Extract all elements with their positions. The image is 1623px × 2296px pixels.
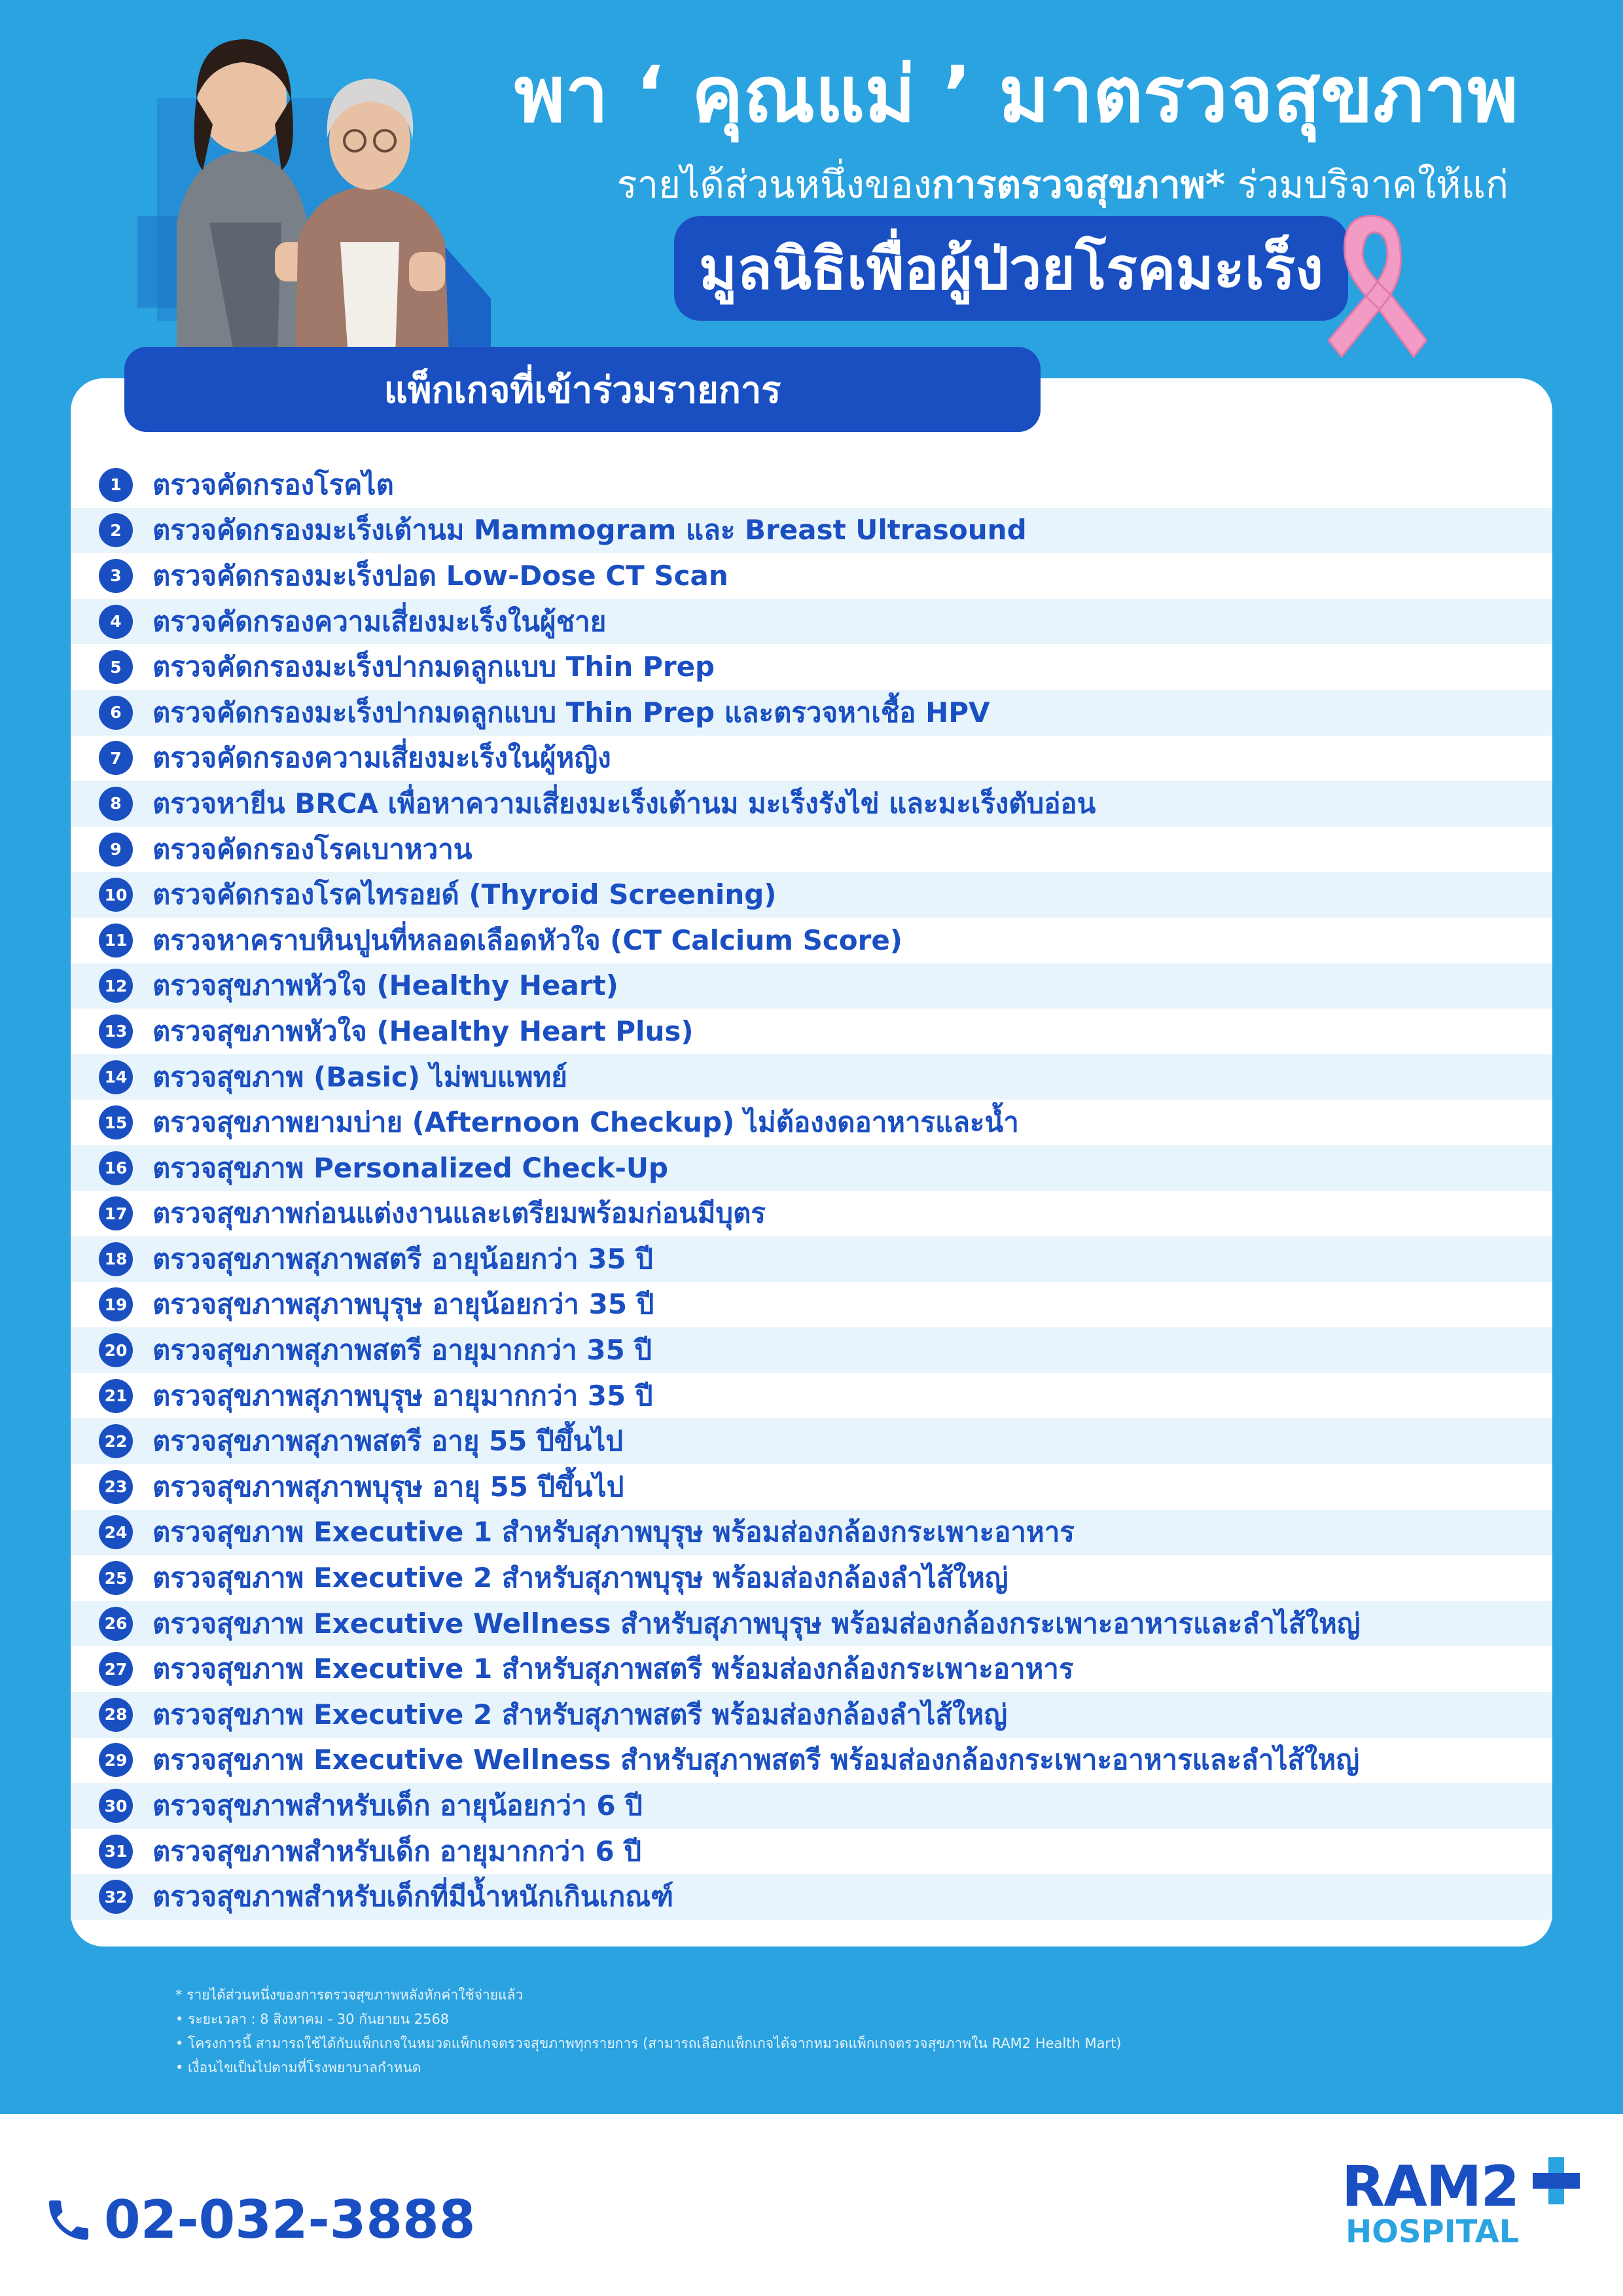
- package-number-badge: 17: [99, 1196, 133, 1230]
- package-label: ตรวจสุขภาพ Executive Wellness สำหรับสุภาพบุรุษ พร้อมส่องกล้องกระเพาะอาหารและลำไส้ใหญ่: [152, 1607, 1361, 1640]
- phone-icon: [43, 2194, 95, 2246]
- logo-sub: HOSPITAL: [1346, 2214, 1520, 2250]
- package-row: [71, 644, 1552, 690]
- package-row: [71, 1145, 1552, 1191]
- package-row: [71, 872, 1552, 918]
- package-label: ตรวจสุขภาพ (Basic) ไม่พบแพทย์: [152, 1060, 567, 1093]
- package-row: [71, 1829, 1552, 1874]
- phone-number: 02-032-3888: [104, 2189, 476, 2250]
- contact-phone[interactable]: [43, 2189, 475, 2250]
- package-label: ตรวจสุขภาพหัวใจ (Healthy Heart): [152, 969, 618, 1002]
- hospital-logo: [1342, 2154, 1584, 2257]
- package-number-badge: 29: [99, 1743, 133, 1777]
- package-row: [71, 508, 1552, 554]
- package-number-badge: 11: [99, 924, 133, 958]
- package-number-badge: 5: [99, 650, 133, 684]
- package-label: ตรวจสุขภาพ Executive Wellness สำหรับสุภาพสตรี พร้อมส่องกล้องกระเพาะอาหารและลำไส้ใหญ่: [152, 1744, 1360, 1776]
- package-number-badge: 20: [99, 1333, 133, 1367]
- package-row: [71, 599, 1552, 645]
- package-row: [71, 1601, 1552, 1647]
- package-label: ตรวจสุขภาพสุภาพสตรี อายุน้อยกว่า 35 ปี: [152, 1242, 653, 1275]
- package-row: [71, 1009, 1552, 1054]
- package-label: ตรวจสุขภาพ Executive 2 สำหรับสุภาพสตรี พร้อมส่องกล้องลำไส้ใหญ่: [152, 1698, 1008, 1731]
- package-row: [71, 781, 1552, 827]
- subheadline: [497, 162, 1508, 208]
- package-number-badge: 15: [99, 1105, 133, 1139]
- package-row: [71, 1646, 1552, 1692]
- package-row: [71, 918, 1552, 963]
- logo-name: RAM2: [1342, 2154, 1519, 2219]
- footnote-4: • เงื่อนไขเป็นไปตามที่โรงพยาบาลกำหนด: [175, 2060, 421, 2075]
- plus-cross-icon: [1530, 2155, 1582, 2207]
- package-number-badge: 1: [99, 468, 133, 502]
- package-row: [71, 1783, 1552, 1829]
- package-row: [71, 736, 1552, 781]
- package-row: [71, 1282, 1552, 1328]
- package-label: ตรวจคัดกรองมะเร็งปอด Low-Dose CT Scan: [152, 559, 728, 592]
- package-label: ตรวจสุขภาพ Executive 2 สำหรับสุภาพบุรุษ พร้อมส่องกล้องลำไส้ใหญ่: [152, 1562, 1008, 1594]
- package-number-badge: 21: [99, 1379, 133, 1413]
- package-label: ตรวจสุขภาพสำหรับเด็ก อายุมากกว่า 6 ปี: [152, 1835, 641, 1867]
- package-label: ตรวจสุขภาพ Personalized Check-Up: [152, 1151, 669, 1184]
- package-number-badge: 26: [99, 1607, 133, 1641]
- package-number-badge: 31: [99, 1835, 133, 1869]
- package-label: ตรวจสุขภาพสำหรับเด็กที่มีน้ำหนักเกินเกณฑ์: [152, 1880, 674, 1913]
- package-number-badge: 24: [99, 1515, 133, 1549]
- package-number-badge: 27: [99, 1652, 133, 1686]
- package-label: ตรวจคัดกรองโรคไต: [152, 468, 394, 501]
- package-label: ตรวจคัดกรองความเสี่ยงมะเร็งในผู้หญิง: [152, 742, 611, 774]
- package-label: ตรวจสุขภาพสุภาพสตรี อายุมากกว่า 35 ปี: [152, 1334, 652, 1367]
- subheadline-start: รายได้ส่วนหนึ่งของ: [616, 162, 932, 207]
- package-row: [71, 963, 1552, 1009]
- package-label: ตรวจคัดกรองมะเร็งปากมดลูกแบบ Thin Prep และตรวจหาเชื้อ HPV: [152, 696, 990, 728]
- package-row: [71, 1236, 1552, 1282]
- package-row: [71, 462, 1552, 508]
- package-row: [71, 1327, 1552, 1373]
- footnote-3: • โครงการนี้ สามารถใช้ได้กับแพ็กเกจในหมวดแพ็กเกจตรวจสุขภาพทุกรายการ (สามารถเลือกแพ็กเกจได้จากหมวดแพ็กเกจตรวจสุขภาพใน RAM2 Health Mart): [175, 2036, 1122, 2051]
- list-title: แพ็กเกจที่เข้าร่วมรายการ: [124, 347, 1041, 432]
- package-row: [71, 1418, 1552, 1464]
- package-number-badge: 22: [99, 1424, 133, 1458]
- package-number-badge: 16: [99, 1151, 133, 1185]
- package-label: ตรวจสุขภาพสุภาพสตรี อายุ 55 ปีขึ้นไป: [152, 1425, 623, 1458]
- package-row: [71, 1874, 1552, 1920]
- headline: พา ‘ คุณแม่ ’ มาตรวจสุขภาพ: [514, 49, 1518, 139]
- package-number-badge: 14: [99, 1060, 133, 1094]
- package-row: [71, 1100, 1552, 1145]
- footnote-2: • ระยะเวลา : 8 สิงหาคม - 30 กันยายน 2568: [175, 2011, 450, 2027]
- footnote-1: * รายได้ส่วนหนึ่งของการตรวจสุขภาพหลังหักค่าใช้จ่ายแล้ว: [175, 1987, 524, 2003]
- package-row: [71, 827, 1552, 872]
- package-label: ตรวจสุขภาพ Executive 1 สำหรับสุภาพสตรี พร้อมส่องกล้องกระเพาะอาหาร: [152, 1653, 1074, 1685]
- package-number-badge: 7: [99, 741, 133, 775]
- package-row: [71, 690, 1552, 736]
- package-number-badge: 8: [99, 787, 133, 821]
- package-number-badge: 3: [99, 559, 133, 593]
- package-label: ตรวจสุขภาพสุภาพบุรุษ อายุน้อยกว่า 35 ปี: [152, 1288, 654, 1321]
- package-number-badge: 4: [99, 605, 133, 639]
- package-row: [71, 1510, 1552, 1556]
- package-label: ตรวจสุขภาพสำหรับเด็ก อายุน้อยกว่า 6 ปี: [152, 1789, 643, 1822]
- package-number-badge: 6: [99, 696, 133, 730]
- package-row: [71, 1738, 1552, 1784]
- package-list: [71, 462, 1552, 1920]
- package-label: ตรวจหายีน BRCA เพื่อหาความเสี่ยงมะเร็งเต้านม มะเร็งรังไข่ และมะเร็งตับอ่อน: [152, 787, 1096, 819]
- package-label: ตรวจคัดกรองมะเร็งเต้านม Mammogram และ Breast Ultrasound: [152, 514, 1027, 547]
- subheadline-bold: การตรวจสุขภาพ*: [931, 162, 1226, 207]
- package-row: [71, 1464, 1552, 1510]
- subheadline-end: ร่วมบริจาคให้แก่: [1225, 162, 1508, 207]
- package-number-badge: 32: [99, 1880, 133, 1914]
- package-row: [71, 1692, 1552, 1738]
- package-row: [71, 1054, 1552, 1100]
- package-number-badge: 12: [99, 969, 133, 1003]
- package-label: ตรวจคัดกรองมะเร็งปากมดลูกแบบ Thin Prep: [152, 651, 715, 683]
- pink-ribbon-icon: [1315, 209, 1427, 360]
- foundation-banner: มูลนิธิเพื่อผู้ป่วยโรคมะเร็ง: [674, 216, 1348, 321]
- package-label: ตรวจสุขภาพหัวใจ (Healthy Heart Plus): [152, 1014, 694, 1047]
- package-label: ตรวจคัดกรองโรคไทรอยด์ (Thyroid Screening): [152, 878, 777, 911]
- package-label: ตรวจสุขภาพสุภาพบุรุษ อายุมากกว่า 35 ปี: [152, 1379, 653, 1412]
- package-label: ตรวจสุขภาพก่อนแต่งงานและเตรียมพร้อมก่อนมีบุตร: [152, 1197, 766, 1230]
- package-label: ตรวจสุขภาพ Executive 1 สำหรับสุภาพบุรุษ พร้อมส่องกล้องกระเพาะอาหาร: [152, 1516, 1075, 1549]
- package-number-badge: 9: [99, 833, 133, 867]
- footnotes: [175, 1983, 1484, 2080]
- package-number-badge: 19: [99, 1287, 133, 1321]
- package-number-badge: 10: [99, 878, 133, 912]
- package-row: [71, 1373, 1552, 1419]
- package-number-badge: 13: [99, 1014, 133, 1049]
- package-row: [71, 1555, 1552, 1601]
- package-row: [71, 1191, 1552, 1237]
- package-label: ตรวจคัดกรองโรคเบาหวาน: [152, 833, 473, 865]
- package-number-badge: 30: [99, 1789, 133, 1823]
- package-label: ตรวจหาคราบหินปูนที่หลอดเลือดหัวใจ (CT Calcium Score): [152, 924, 902, 956]
- package-number-badge: 23: [99, 1470, 133, 1504]
- package-label: ตรวจคัดกรองความเสี่ยงมะเร็งในผู้ชาย: [152, 605, 607, 637]
- package-label: ตรวจสุขภาพสุภาพบุรุษ อายุ 55 ปีขึ้นไป: [152, 1470, 624, 1503]
- package-number-badge: 18: [99, 1242, 133, 1276]
- package-number-badge: 28: [99, 1698, 133, 1732]
- package-number-badge: 2: [99, 513, 133, 547]
- package-number-badge: 25: [99, 1561, 133, 1595]
- package-row: [71, 553, 1552, 599]
- package-label: ตรวจสุขภาพยามบ่าย (Afternoon Checkup) ไม่ต้องงดอาหารและน้ำ: [152, 1106, 1019, 1139]
